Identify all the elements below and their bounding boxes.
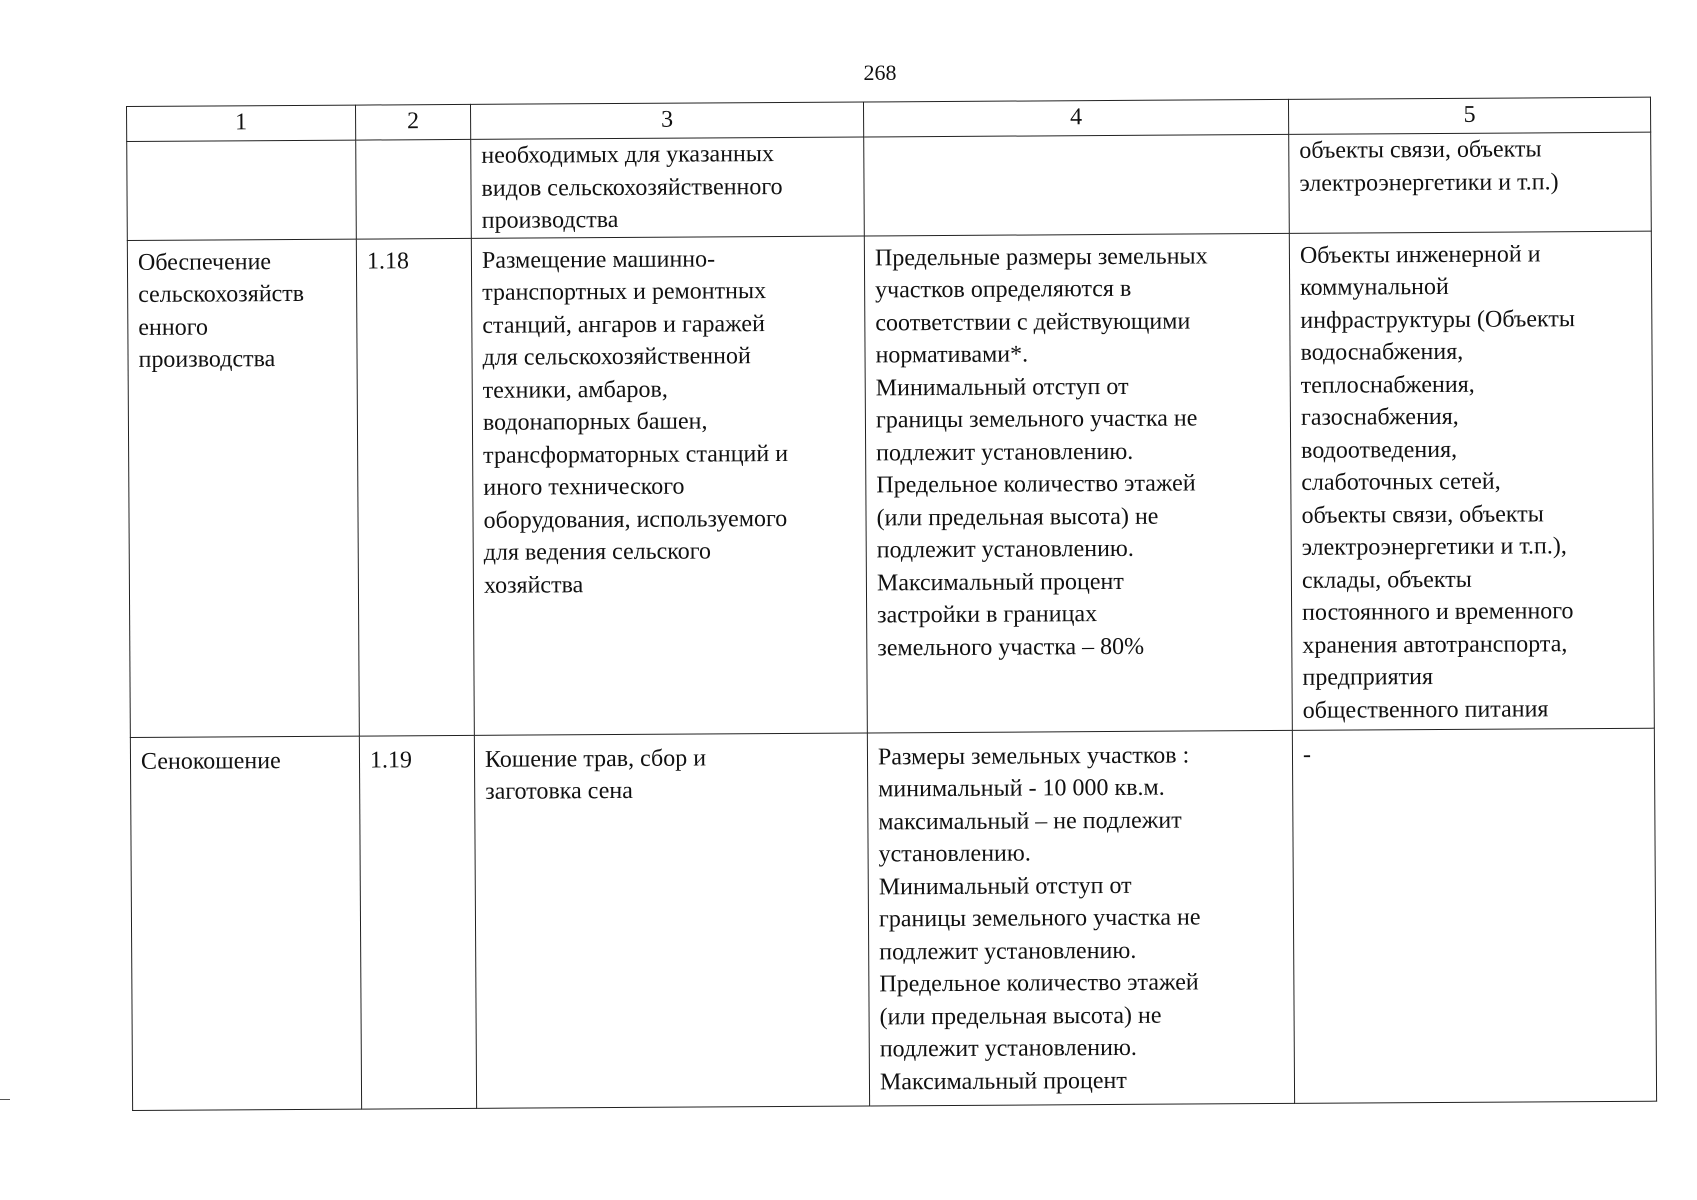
cell-use-type: Обеспечение сельскохозяйств енного производства [127,239,359,737]
page-number: 268 [863,60,897,85]
table-row [130,728,1656,1110]
cell-use-type [127,140,357,240]
table-row [127,132,1652,240]
cell-description: Кошение трав, сбор и заготовка сена [474,732,869,1107]
table-row [127,231,1654,737]
cell-auxiliary: объекты связи, объекты электроэнергетики и т.п.) [1289,132,1652,233]
cell-parameters: Размеры земельных участков : минимальный - 10 000 кв.м. максимальный – не подлежит установлению. Минимальный отступ от границы земельного участка не подлежит установлению. Предельное количество этажей (или предельная высота) не подлежит установлению. Максимальный процент [867,730,1294,1106]
cell-parameters [864,134,1290,235]
cell-auxiliary: Объекты инженерной и коммунальной инфраструктуры (Объекты водоснабжения, теплоснабжения, газоснабжения, водоотведения, слаботочных сетей, объекты связи, объекты электроэнергетики и т.п.), склады, объекты постоянного и временного хранения автотранспорта, предприятия общественного питания [1289,231,1654,730]
cell-parameters: Предельные размеры земельных участков определяются в соответствии с действующими нормативами*. Минимальный отступ от границы земельного участка не подлежит установлению. Предельное количество этажей (или предельная высота) не подлежит установлению. Максимальный процент застройки в границах земельного участка – 80% [864,233,1292,733]
cell-description: Размещение машинно- транспортных и ремонтных станций, ангаров и гаражей для сельскохозяйственной техники, амбаров, водонапорных башен, трансформаторных станций и иного технического оборудования, используемого для ведения сельского хозяйства [471,235,867,734]
cell-code: 1.19 [359,735,476,1109]
scan-margin-mark [0,1099,10,1100]
header-col-1: 1 [127,105,356,141]
header-col-3: 3 [470,102,863,139]
cell-use-type: Сенокошение [130,736,361,1110]
cell-auxiliary: - [1292,728,1656,1103]
regulations-table [126,97,1657,1111]
header-col-4: 4 [863,99,1288,137]
cell-description: необходимых для указанных видов сельскохозяйственного производства [471,137,865,238]
header-col-2: 2 [355,104,470,140]
cell-code [356,139,472,238]
cell-code: 1.18 [356,238,474,736]
header-col-5: 5 [1288,97,1650,134]
